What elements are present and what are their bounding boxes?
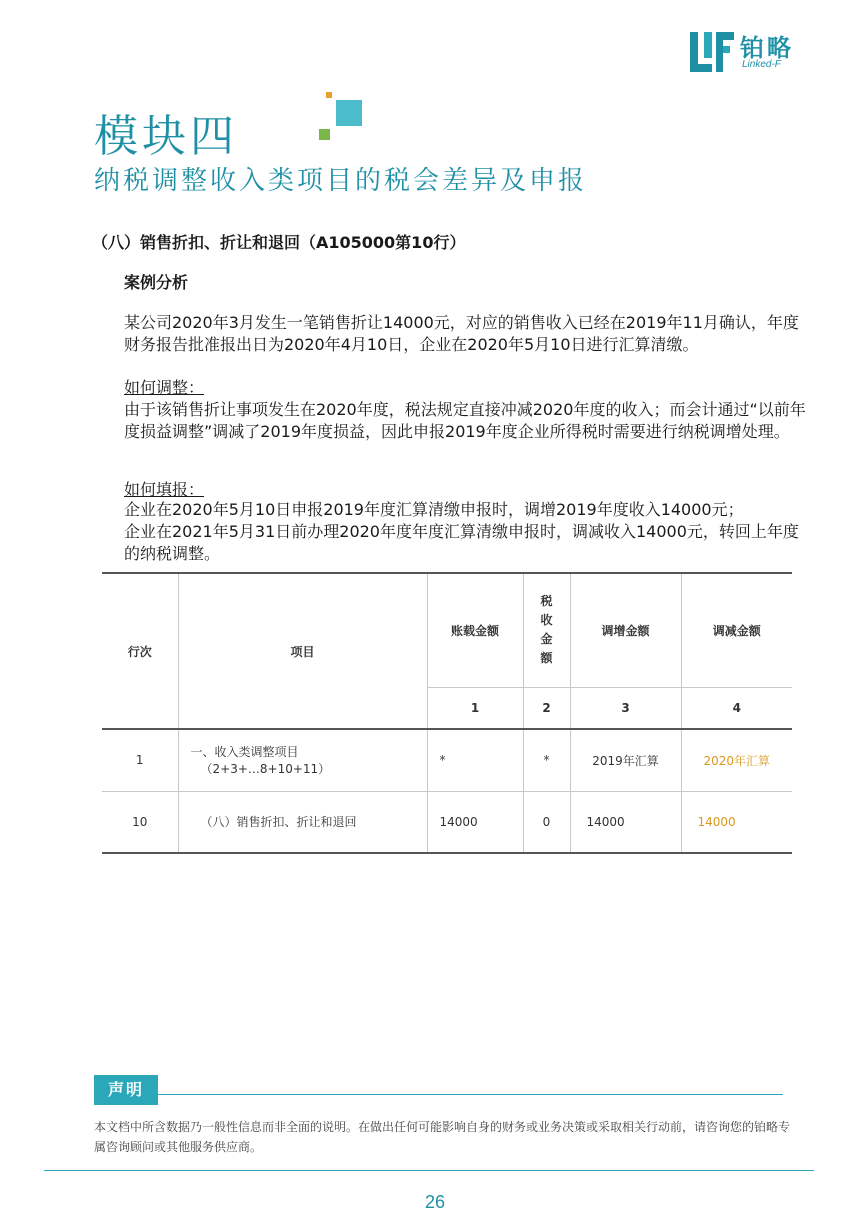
module-subtitle: 纳税调整收入类项目的税会差异及申报 [94, 166, 588, 196]
header-row-no: 行次 [102, 573, 178, 729]
declaration-divider [158, 1094, 783, 1095]
row-tax: 0 [523, 791, 570, 853]
logo-mark-icon [690, 32, 734, 72]
module-title: 模块四 [94, 111, 238, 162]
header-tax: 税收金额 [523, 573, 570, 687]
header-item: 项目 [178, 573, 427, 729]
col-number: 3 [570, 687, 681, 729]
header-book: 账载金额 [427, 573, 523, 687]
fill-heading: 如何填报： [124, 480, 205, 499]
row-increase: 14000 [570, 791, 681, 853]
fill-line-2: 企业在2021年5月31日前办理2020年度年度汇算清缴申报时，调减收入14000元，转回上年度的纳税调整。 [124, 522, 799, 563]
case-intro: 某公司2020年3月发生一笔销售折让14000元，对应的销售收入已经在2019年11月确认，年度财务报告批准报出日为2020年4月10日，企业在2020年5月10日进行汇算清缴。 [124, 313, 799, 354]
adjust-heading: 如何调整： [124, 378, 205, 397]
declaration-text: 本文档中所含数据乃一般性信息而非全面的说明。在做出任何可能影响自身的财务或业务决策或采取相关行动前，请咨询您的铂略专属咨询顾问或其他服务供应商。 [94, 1120, 791, 1154]
col-number: 2 [523, 687, 570, 729]
section-title: （八）销售折扣、折让和退回（A105000第10行） [92, 233, 466, 252]
col-number: 1 [427, 687, 523, 729]
table-row [102, 729, 792, 791]
row-increase: 2019年汇算 [570, 729, 681, 791]
page-number: 26 [424, 1192, 446, 1212]
logo-text-cn: 铂略 [740, 34, 794, 62]
row-decrease: 14000 [681, 791, 792, 853]
case-title: 案例分析 [124, 273, 189, 292]
row-no: 10 [102, 791, 178, 853]
row-no: 1 [102, 729, 178, 791]
adjust-text: 由于该销售折让事项发生在2020年度，税法规定直接冲减2020年度的收入；而会计通过“以前年度损益调整”调减了2019年度损益，因此申报2019年度企业所得税时需要进行纳税调增处理。 [124, 400, 806, 441]
row-item [178, 729, 427, 791]
table-row [102, 791, 792, 853]
row-item-label: 一、收入类调整项目 [190, 745, 299, 760]
row-tax: * [523, 729, 570, 791]
decor-square-orange [326, 92, 332, 98]
row-book: * [427, 729, 523, 791]
decor-square-green [319, 129, 330, 140]
fill-line-1: 企业在2020年5月10日申报2019年度汇算清缴申报时，调增2019年度收入14000元； [124, 500, 744, 519]
table-header-row [102, 573, 792, 687]
logo-text-en: Linked-F [742, 59, 781, 70]
row-book: 14000 [427, 791, 523, 853]
row-item: （八）销售折扣、折让和退回 [178, 791, 427, 853]
col-number: 4 [681, 687, 792, 729]
declaration-tag: 声明 [94, 1075, 158, 1105]
header-increase: 调增金额 [570, 573, 681, 687]
header-decrease: 调减金额 [681, 573, 792, 687]
row-decrease: 2020年汇算 [681, 729, 792, 791]
footer-divider [44, 1170, 814, 1171]
row-item-note: （2+3+…8+10+11） [200, 762, 331, 777]
adjustment-table [102, 572, 792, 854]
decor-square-teal [336, 100, 362, 126]
brand-logo [690, 30, 820, 74]
